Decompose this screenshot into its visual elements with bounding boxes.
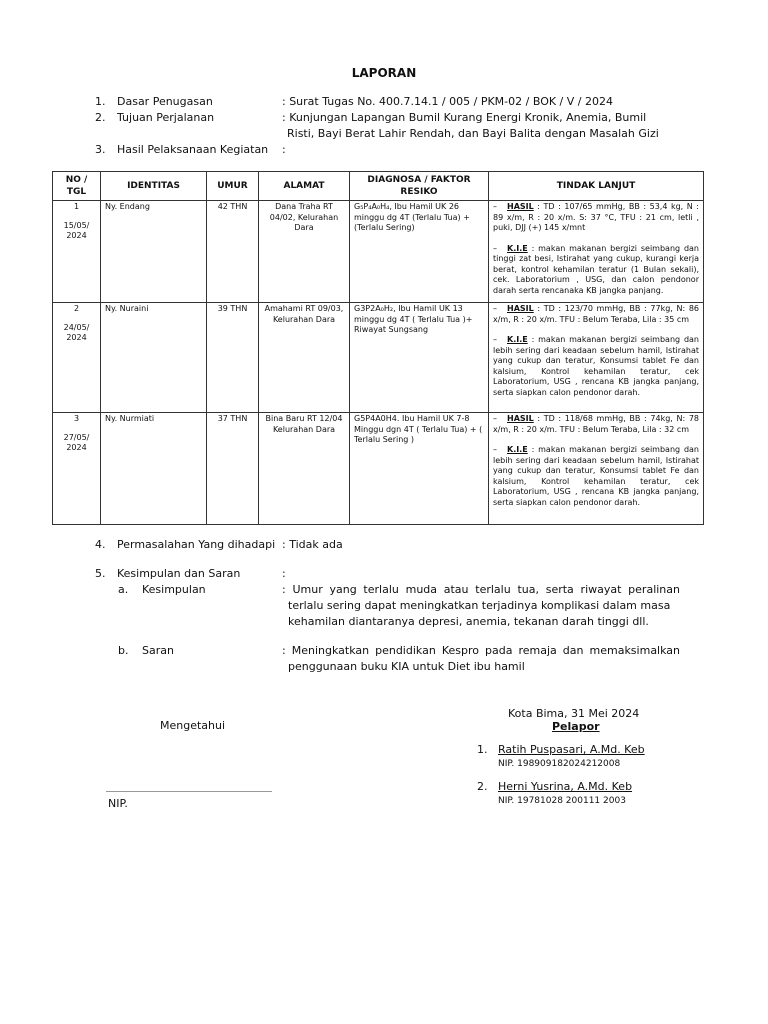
saran-line2: penggunaan buku KIA untuk Diet ibu hamil	[288, 660, 525, 673]
cell-alamat: Bina Baru RT 12/04 Kelurahan Dara	[259, 413, 350, 525]
saran-label: Saran	[142, 644, 174, 657]
cell-alamat: Amahami RT 09/03, Kelurahan Dara	[259, 303, 350, 413]
document-title: LAPORAN	[351, 66, 417, 80]
item-4-number: 4.	[95, 538, 106, 551]
kesimpulan-line3: kehamilan diantaranya depresi, anemia, tekanan darah tinggi dll.	[288, 615, 649, 628]
hasil-label: HASIL	[507, 202, 534, 211]
cell-identitas: Ny. Endang	[101, 201, 207, 303]
cell-umur: 39 THN	[207, 303, 259, 413]
row-number: 2	[73, 304, 80, 313]
item-2-value: : Kunjungan Lapangan Bumil Kurang Energi Kronik, Anemia, Bumil	[282, 111, 647, 124]
kie-label: K.I.E	[507, 243, 528, 253]
header-identitas: IDENTITAS	[101, 172, 207, 201]
kesimpulan-number: a.	[118, 583, 129, 596]
table-header-row	[53, 172, 704, 201]
hasil-text: : TD : 123/70 mmHg, BB : 77kg, N: 86 x/m, R : 20 x/m. TFU : Belum Teraba, Lila : 35 cm	[493, 304, 699, 324]
nip-left: NIP.	[108, 797, 128, 810]
hasil-text: : TD : 118/68 mmHg, BB : 74kg, N: 78 x/m, R : 20 x/m. TFU : Belum Teraba, Lila : 32 cm	[493, 414, 699, 434]
item-3-number: 3.	[95, 143, 106, 156]
item-2-number: 2.	[95, 111, 106, 124]
row-number: 3	[73, 414, 80, 423]
activity-results-table	[52, 171, 704, 525]
kie-label: K.I.E	[507, 445, 528, 454]
place-date: Kota Bima, 31 Mei 2024	[508, 707, 640, 720]
cell-no-tgl	[53, 303, 101, 413]
kie-text: : makan makanan bergizi seimbang dan tinggi zat besi, Istirahat yang cukup, kurangi kerja berat, kontrol kehamilan teratur (1 Bulan sekali), cek. Laboratorium , USG, dan calon pendonor darah serta rencanaka KB jangka panjang.	[493, 243, 699, 295]
kie-text: : makan makanan bergizi seimbang dan lebih sering dari keadaan sebelum hamil, Istirahat yang cukup dan teratur, Konsumsi tablet Fe dan kalsium, Kontrol kehamilan teratur, cek Laboratorium, USG , rencana KB jangka panjang, serta siapkan calon pendonor darah.	[493, 335, 699, 397]
mengetahui-heading: Mengetahui	[160, 719, 226, 732]
reporter-2-name: Herni Yusrina, A.Md. Keb	[498, 780, 633, 793]
kesimpulan-line2: terlalu sering dapat meningkatkan terjadinya komplikasi dalam masa	[288, 599, 671, 612]
cell-umur: 37 THN	[207, 413, 259, 525]
header-alamat: ALAMAT	[259, 172, 350, 201]
hasil-label: HASIL	[507, 414, 534, 423]
row-date: 24/05/ 2024	[63, 322, 90, 342]
pelapor-heading: Pelapor	[552, 720, 600, 733]
item-2-value-line2: Risti, Bayi Berat Lahir Rendah, dan Bayi Balita dengan Masalah Gizi	[287, 127, 659, 140]
reporter-2-number: 2.	[477, 780, 488, 793]
item-5-value: :	[282, 567, 286, 580]
row-number: 1	[73, 202, 80, 211]
table-row	[53, 413, 704, 525]
reporter-1-number: 1.	[477, 743, 488, 756]
item-1-number: 1.	[95, 95, 106, 108]
header-umur: UMUR	[207, 172, 259, 201]
cell-diagnosa: G3P2A₀H₂, Ibu Hamil UK 13 minggu dg 4T ( Terlalu Tua )+ Riwayat Sungsang	[350, 303, 489, 413]
item-3-label: Hasil Pelaksanaan Kegiatan	[117, 143, 269, 156]
header-no-tgl: NO / TGL	[53, 172, 101, 201]
hasil-label: HASIL	[507, 304, 534, 313]
cell-umur: 42 THN	[207, 201, 259, 303]
hasil-text: : TD : 107/65 mmHg, BB : 53,4 kg, N : 89 x/m, R : 20 x/m. S: 37 °C, TFU : 21 cm, letli , puki, DJJ (+) 145 x/mnt	[493, 202, 699, 232]
header-diagnosa: DIAGNOSA / FAKTOR RESIKO	[350, 172, 489, 201]
reporter-1-nip: NIP. 198909182024212008	[498, 759, 621, 769]
cell-alamat: Dana Traha RT 04/02, Kelurahan Dara	[259, 201, 350, 303]
cell-tindak-lanjut: – HASIL : TD : 107/65 mmHg, BB : 53,4 kg, N : 89 x/m, R : 20 x/m. S: 37 °C, TFU : 21 cm, letli , puki, DJJ (+) 145 x/mnt – K.I.E : makan makanan bergizi seimbang dan tinggi zat besi, Istirahat yang cukup, kurangi kerja berat, kontrol kehamilan teratur (1 Bulan sekali), cek. Laboratorium , USG, dan calon pendonor darah serta rencanaka KB jangka panjang.	[489, 201, 704, 303]
cell-no-tgl	[53, 413, 101, 525]
cell-identitas: Ny. Nurmiati	[101, 413, 207, 525]
item-5-label: Kesimpulan dan Saran	[117, 567, 241, 580]
item-4-value: : Tidak ada	[282, 538, 343, 551]
kesimpulan-label: Kesimpulan	[142, 583, 206, 596]
signature-line	[106, 791, 272, 792]
kie-text: : makan makanan bergizi seimbang dan lebih sering dari keadaan sebelum hamil, Istirahat yang cukup dan teratur, Konsumsi tablet Fe dan kalsium, Kontrol kehamilan teratur, cek Laboratorium, USG , rencana KB jangka panjang, serta siapkan calon pendonor darah.	[493, 445, 699, 507]
table-row	[53, 303, 704, 413]
kesimpulan-line1: : Umur yang terlalu muda atau terlalu tua, serta riwayat peralinan	[282, 583, 680, 596]
item-5-number: 5.	[95, 567, 106, 580]
row-date: 15/05/ 2024	[63, 220, 90, 240]
reporter-2-nip: NIP. 19781028 200111 2003	[498, 796, 626, 806]
header-tindak-lanjut: TINDAK LANJUT	[489, 172, 704, 201]
item-1-label: Dasar Penugasan	[117, 95, 213, 108]
cell-diagnosa: G5P4A0H4. Ibu Hamil UK 7-8 Minggu dgn 4T ( Terlalu Tua) + ( Terlalu Sering )	[350, 413, 489, 525]
kie-label: K.I.E	[507, 335, 528, 344]
item-4-label: Permasalahan Yang dihadapi	[117, 538, 276, 551]
item-3-value: :	[282, 143, 286, 156]
cell-no-tgl	[53, 201, 101, 303]
cell-identitas: Ny. Nuraini	[101, 303, 207, 413]
item-1-value: : Surat Tugas No. 400.7.14.1 / 005 / PKM-02 / BOK / V / 2024	[282, 95, 613, 108]
item-2-label: Tujuan Perjalanan	[117, 111, 215, 124]
cell-tindak-lanjut: – HASIL : TD : 123/70 mmHg, BB : 77kg, N: 86 x/m, R : 20 x/m. TFU : Belum Teraba, Lila : 35 cm – K.I.E : makan makanan bergizi seimbang dan lebih sering dari keadaan sebelum hamil, Istirahat yang cukup dan teratur, Konsumsi tablet Fe dan kalsium, Kontrol kehamilan teratur, cek Laboratorium, USG , rencana KB jangka panjang, serta siapkan calon pendonor darah.	[489, 303, 704, 413]
table-row	[53, 201, 704, 303]
saran-number: b.	[118, 644, 129, 657]
cell-diagnosa: G₅P₄A₀H₄, Ibu Hamil UK 26 minggu dg 4T (Terlalu Tua) + (Terlalu Sering)	[350, 201, 489, 303]
cell-tindak-lanjut: – HASIL : TD : 118/68 mmHg, BB : 74kg, N: 78 x/m, R : 20 x/m. TFU : Belum Teraba, Lila : 32 cm – K.I.E : makan makanan bergizi seimbang dan lebih sering dari keadaan sebelum hamil, Istirahat yang cukup dan teratur, Konsumsi tablet Fe dan kalsium, Kontrol kehamilan teratur, cek Laboratorium, USG , rencana KB jangka panjang, serta siapkan calon pendonor darah.	[489, 413, 704, 525]
reporter-1-name: Ratih Puspasari, A.Md. Keb	[498, 743, 645, 756]
saran-line1: : Meningkatkan pendidikan Kespro pada remaja dan memaksimalkan	[282, 644, 680, 657]
row-date: 27/05/ 2024	[63, 432, 90, 452]
